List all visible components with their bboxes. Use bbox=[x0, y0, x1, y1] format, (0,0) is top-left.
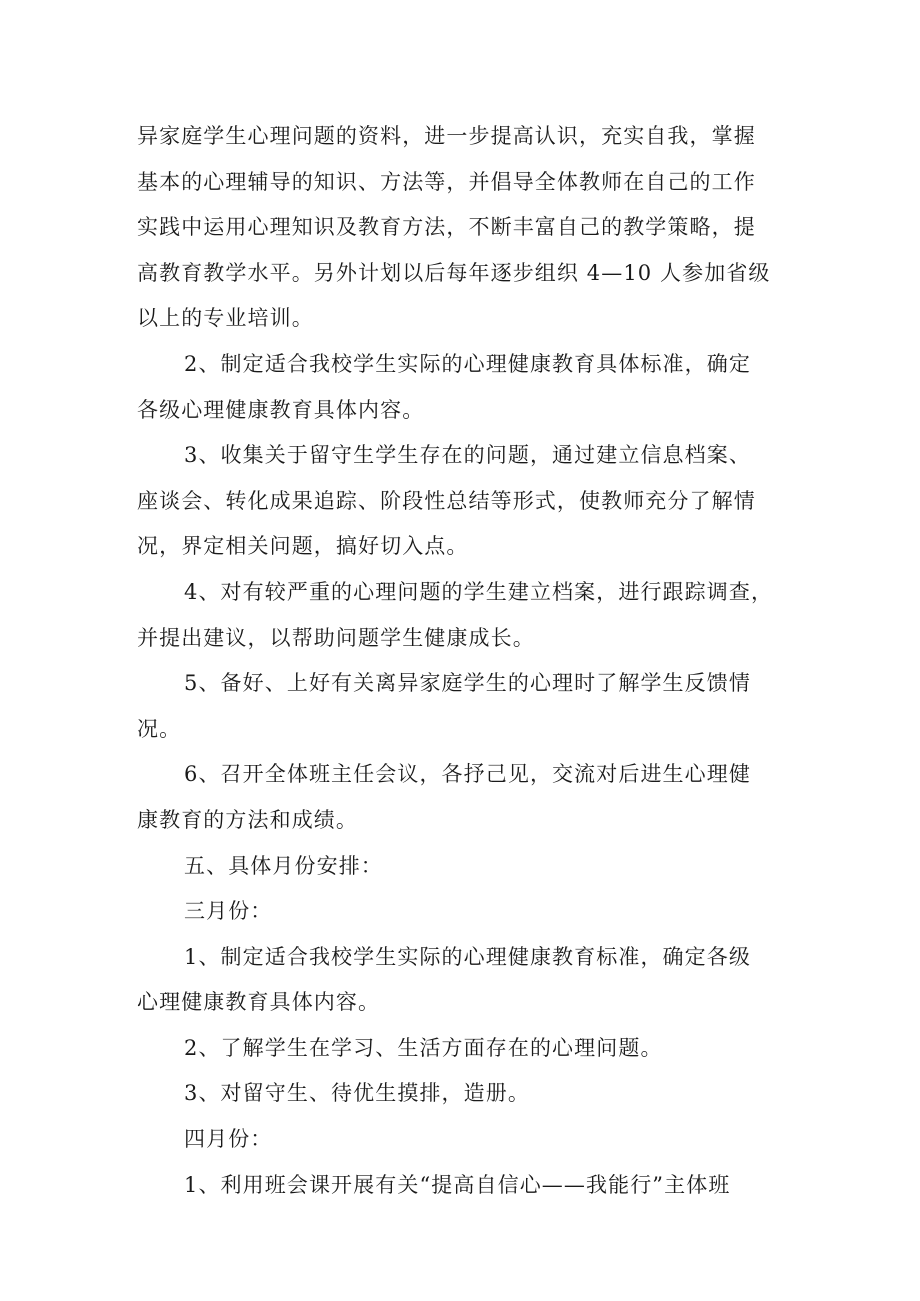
march-item-1-line: 1、制定适合我校学生实际的心理健康教育标准，确定各级 bbox=[184, 944, 751, 969]
april-item-1-line: 1、利用班会课开展有关“提高自信心——我能行”主体班 bbox=[184, 1172, 731, 1197]
document-body bbox=[137, 114, 791, 1208]
text-line: 况，界定相关问题，搞好切入点。 bbox=[137, 534, 469, 559]
text-line: 各级心理健康教育具体内容。 bbox=[137, 397, 425, 422]
item-5-line: 5、备好、上好有关离异家庭学生的心理时了解学生反馈情 bbox=[184, 671, 751, 696]
text-line: 况。 bbox=[137, 716, 182, 741]
text-line: 座谈会、转化成果追踪、阶段性总结等形式，使教师充分了解情 bbox=[137, 488, 756, 513]
text-line: 基本的心理辅导的知识、方法等，并倡导全体教师在自己的工作 bbox=[137, 169, 756, 194]
text-line: 康教育的方法和成绩。 bbox=[137, 807, 358, 832]
month-heading-march: 三月份： bbox=[184, 899, 273, 924]
text-line: 高教育教学水平。另外计划以后每年逐步组织 4—10 人参加省级 bbox=[137, 260, 771, 285]
march-item-3-line: 3、对留守生、待优生摸排，造册。 bbox=[184, 1081, 530, 1106]
item-6-line: 6、召开全体班主任会议，各抒己见，交流对后进生心理健 bbox=[184, 762, 751, 787]
text-line: 心理健康教育具体内容。 bbox=[137, 990, 381, 1015]
item-2-line: 2、制定适合我校学生实际的心理健康教育具体标准，确定 bbox=[184, 351, 751, 376]
section-heading: 五、具体月份安排： bbox=[184, 853, 383, 878]
item-4-line: 4、对有较严重的心理问题的学生建立档案，进行跟踪调查， bbox=[184, 579, 774, 604]
text-line: 实践中运用心理知识及教育方法，不断丰富自己的教学策略，提 bbox=[137, 215, 756, 240]
text-line: 异家庭学生心理问题的资料，进一步提高认识，充实自我，掌握 bbox=[137, 124, 756, 148]
item-3-line: 3、收集关于留守生学生存在的问题，通过建立信息档案、 bbox=[184, 443, 751, 468]
march-item-2-line: 2、了解学生在学习、生活方面存在的心理问题。 bbox=[184, 1035, 663, 1060]
text-line: 以上的专业培训。 bbox=[137, 306, 314, 331]
text-line: 并提出建议，以帮助问题学生健康成长。 bbox=[137, 625, 535, 650]
month-heading-april: 四月份： bbox=[184, 1127, 273, 1152]
